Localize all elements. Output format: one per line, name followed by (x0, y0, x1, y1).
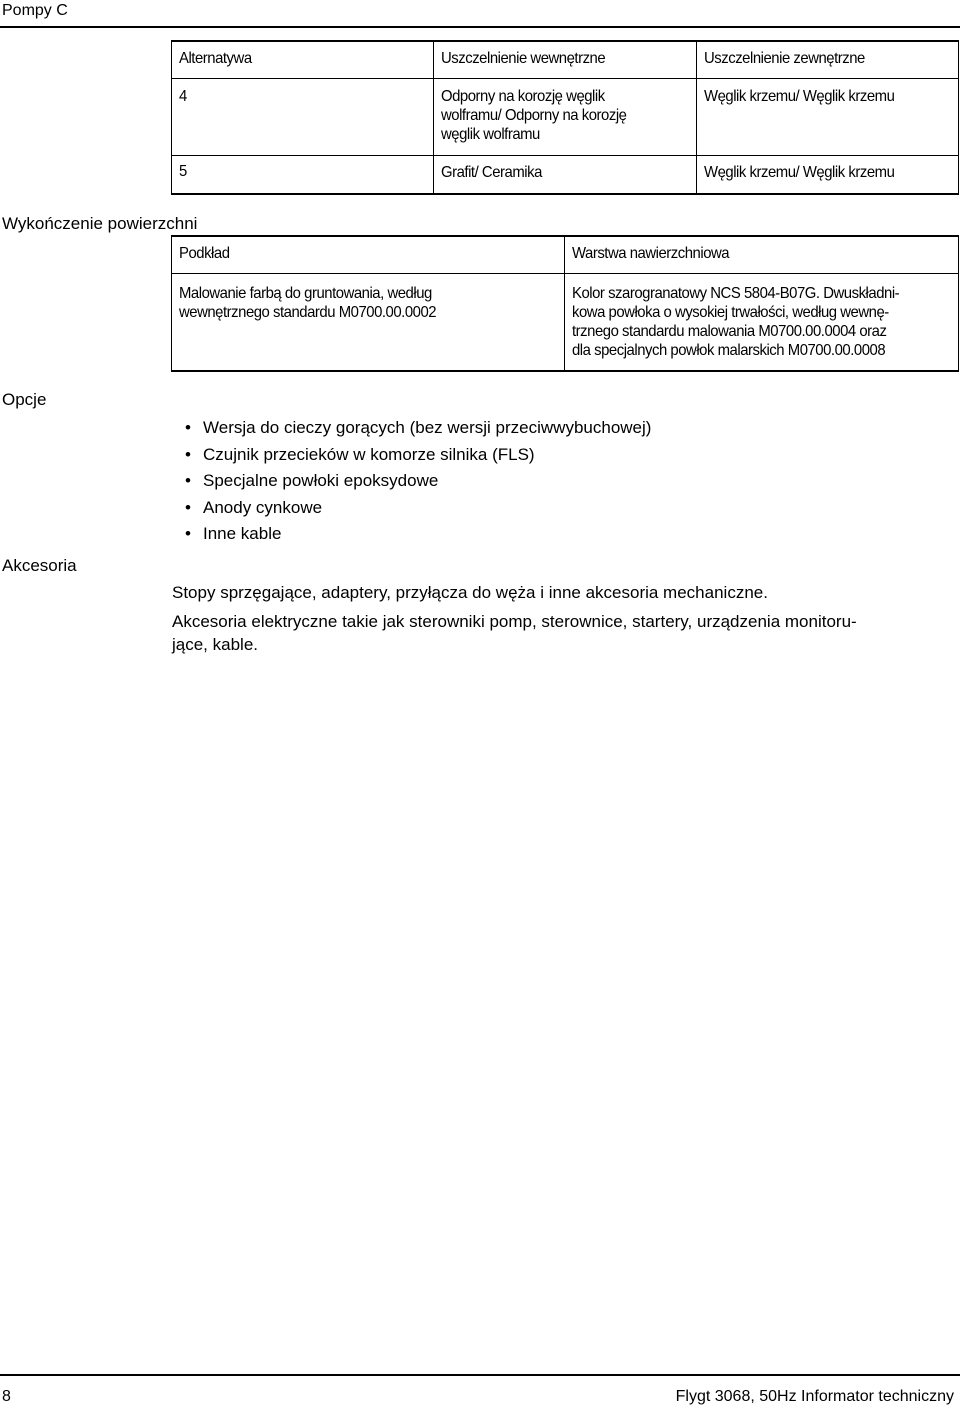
options-list (182, 415, 651, 548)
list-item (182, 468, 651, 495)
accessories-electrical-text-cont: jące, kable. (172, 635, 258, 654)
table-cell-topcoat: dla specjalnych powłok malarskich M0700.00.0008 (572, 342, 886, 359)
table-border-right (958, 235, 959, 372)
list-item-label: Anody cynkowe (203, 497, 323, 517)
table-top-border (171, 40, 959, 42)
table-cell-primer: Malowanie farbą do gruntowania, według (179, 285, 432, 302)
section-label-surface: Wykończenie powierzchni (2, 214, 198, 233)
table-top-border (171, 235, 959, 237)
table-cell-inner: Odporny na korozję węglik (441, 88, 605, 105)
list-item-label: Inne kable (203, 524, 282, 543)
table-col-divider (696, 40, 697, 195)
table-col-divider (564, 235, 565, 372)
page-number: 8 (2, 1388, 11, 1405)
list-item-label: Specjalne powłoki epoksydowe (203, 471, 439, 490)
list-item (182, 442, 651, 469)
table-header-cell: Warstwa nawierzchniowa (572, 245, 730, 262)
table-cell-outer: Węglik krzemu/ Węglik krzemu (704, 164, 895, 181)
header-rule (0, 26, 960, 28)
accessories-electrical-text: Akcesoria elektryczne takie jak sterowniki pomp, sterownice, startery, urządzenia monitoru- (172, 612, 857, 631)
table-row-divider (171, 273, 959, 274)
bullet-icon: • (185, 471, 191, 490)
table-header-cell: Podkład (179, 245, 230, 262)
table-bottom-border (171, 193, 959, 195)
table-header-cell: Uszczelnienie zewnętrzne (704, 50, 865, 67)
section-label-options: Opcje (2, 390, 47, 409)
list-item (182, 521, 651, 548)
table-cell-outer: Węglik krzemu/ Węglik krzemu (704, 88, 895, 105)
page-header-title: Pompy C (2, 2, 68, 19)
bullet-icon: • (185, 524, 191, 543)
table-border-right (958, 40, 959, 195)
table-cell-alt: 4 (179, 88, 187, 105)
table-cell-topcoat: kowa powłoka o wysokiej trwałości, według wewnę- (572, 304, 889, 321)
table-col-divider (433, 40, 434, 195)
section-label-accessories: Akcesoria (2, 556, 77, 575)
table-header-cell: Uszczelnienie wewnętrzne (441, 50, 606, 67)
accessories-mechanical-text: Stopy sprzęgające, adaptery, przyłącza do węża i inne akcesoria mechaniczne. (172, 583, 768, 602)
table-border-left (171, 235, 172, 372)
table-header-cell: Alternatywa (179, 50, 252, 67)
table-cell-inner: węglik wolframu (441, 126, 540, 143)
bullet-icon: • (185, 497, 191, 517)
table-row-divider (171, 155, 959, 156)
table-cell-inner: Grafit/ Ceramika (441, 164, 542, 181)
footer-rule (0, 1374, 960, 1376)
table-cell-alt: 5 (179, 163, 187, 180)
table-cell-primer: wewnętrznego standardu M0700.00.0002 (179, 304, 437, 321)
list-item-label: Czujnik przecieków w komorze silnika (FLS) (203, 444, 535, 464)
footer-doc-title: Flygt 3068, 50Hz Informator techniczny (675, 1388, 954, 1405)
list-item (182, 495, 651, 522)
table-border-left (171, 40, 172, 195)
table-cell-inner: wolframu/ Odporny na korozję (441, 107, 627, 124)
table-row-divider (171, 78, 959, 79)
bullet-icon: • (185, 444, 191, 464)
table-bottom-border (171, 370, 959, 372)
table-cell-topcoat: trznego standardu malowania M0700.00.0004 oraz (572, 323, 887, 340)
table-cell-topcoat: Kolor szarogranatowy NCS 5804-B07G. Dwuskładni- (572, 285, 900, 302)
list-item (182, 415, 651, 442)
bullet-icon: • (185, 418, 191, 437)
list-item-label: Wersja do cieczy gorących (bez wersji przeciwwybuchowej) (203, 418, 652, 437)
